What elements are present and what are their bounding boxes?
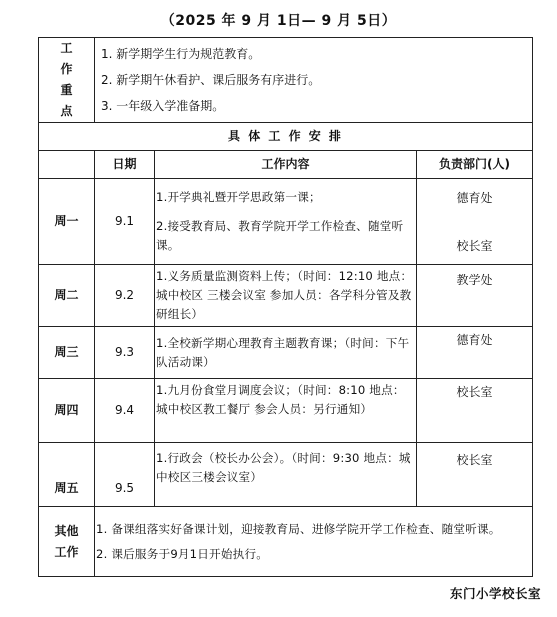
dept-line: 德育处 [456, 333, 493, 347]
table-row [39, 443, 533, 507]
focus-item: 1. 新学期学生行为规范教育。 [101, 47, 261, 61]
schedule-title-row [39, 123, 533, 151]
date-cell: 9.4 [95, 379, 155, 443]
content-cell: 1.九月份食堂月调度会议；（时间：8:10 地点：城中校区教工餐厅 参会人员：另行通知） [155, 379, 417, 443]
date-cell: 9.2 [95, 265, 155, 327]
table-row [39, 327, 533, 379]
content-cell [155, 179, 417, 265]
header-day [39, 151, 95, 179]
other-items [95, 507, 533, 577]
focus-items [95, 38, 533, 123]
focus-label: 工 作 重 点 [39, 38, 95, 123]
other-item: 1. 备课组落实好备课计划，迎接教育局、进修学院开学工作检查、随堂听课。 [96, 521, 501, 536]
header-date: 日期 [95, 151, 155, 179]
dept-line: 校长室 [456, 453, 493, 467]
day-cell: 周四 [39, 379, 95, 443]
date-cell: 9.1 [95, 179, 155, 265]
table-row [39, 265, 533, 327]
content-line: 1.开学典礼暨开学思政第一课； [156, 190, 321, 204]
focus-item: 3. 一年级入学准备期。 [101, 99, 225, 113]
dept-line: 德育处 [456, 190, 493, 205]
schedule-title: 具 体 工 作 安 排 [39, 123, 533, 151]
content-line: 2.接受教育局、教育学院开学工作检查、随堂听课。 [156, 219, 404, 252]
other-item: 2. 课后服务于9月1日开始执行。 [96, 546, 269, 561]
focus-row [39, 38, 533, 123]
weekly-schedule-table [38, 37, 533, 577]
other-label: 其他 工作 [39, 507, 95, 577]
day-cell: 周五 [39, 443, 95, 507]
table-row [39, 179, 533, 265]
issuer-signature: 东门小学校长室 [449, 586, 541, 601]
header-dept: 负责部门(人) [417, 151, 533, 179]
focus-item: 2. 新学期午休看护、课后服务有序进行。 [101, 73, 321, 87]
content-cell: 1.行政会（校长办公会）。（时间：9:30 地点：城中校区三楼会议室） [155, 443, 417, 507]
document-title: （2025 年 9 月 1日— 9 月 5日） [160, 13, 397, 29]
other-row [39, 507, 533, 577]
day-cell: 周三 [39, 327, 95, 379]
day-cell: 周二 [39, 265, 95, 327]
header-row [39, 151, 533, 179]
table-row [39, 379, 533, 443]
dept-line: 教学处 [456, 273, 493, 287]
dept-cell [417, 443, 533, 507]
content-cell: 1.义务质量监测资料上传；（时间：12:10 地点：城中校区 三楼会议室 参加人员：各学科分管及教研组长） [155, 265, 417, 327]
dept-cell [417, 265, 533, 327]
day-cell: 周一 [39, 179, 95, 265]
date-cell: 9.3 [95, 327, 155, 379]
dept-line: 校长室 [456, 385, 493, 399]
header-content: 工作内容 [155, 151, 417, 179]
dept-cell [417, 379, 533, 443]
content-cell: 1.全校新学期心理教育主题教育课；（时间：下午队活动课） [155, 327, 417, 379]
dept-line: 校长室 [456, 238, 493, 253]
date-cell: 9.5 [95, 443, 155, 507]
dept-cell [417, 327, 533, 379]
dept-cell [417, 179, 533, 265]
